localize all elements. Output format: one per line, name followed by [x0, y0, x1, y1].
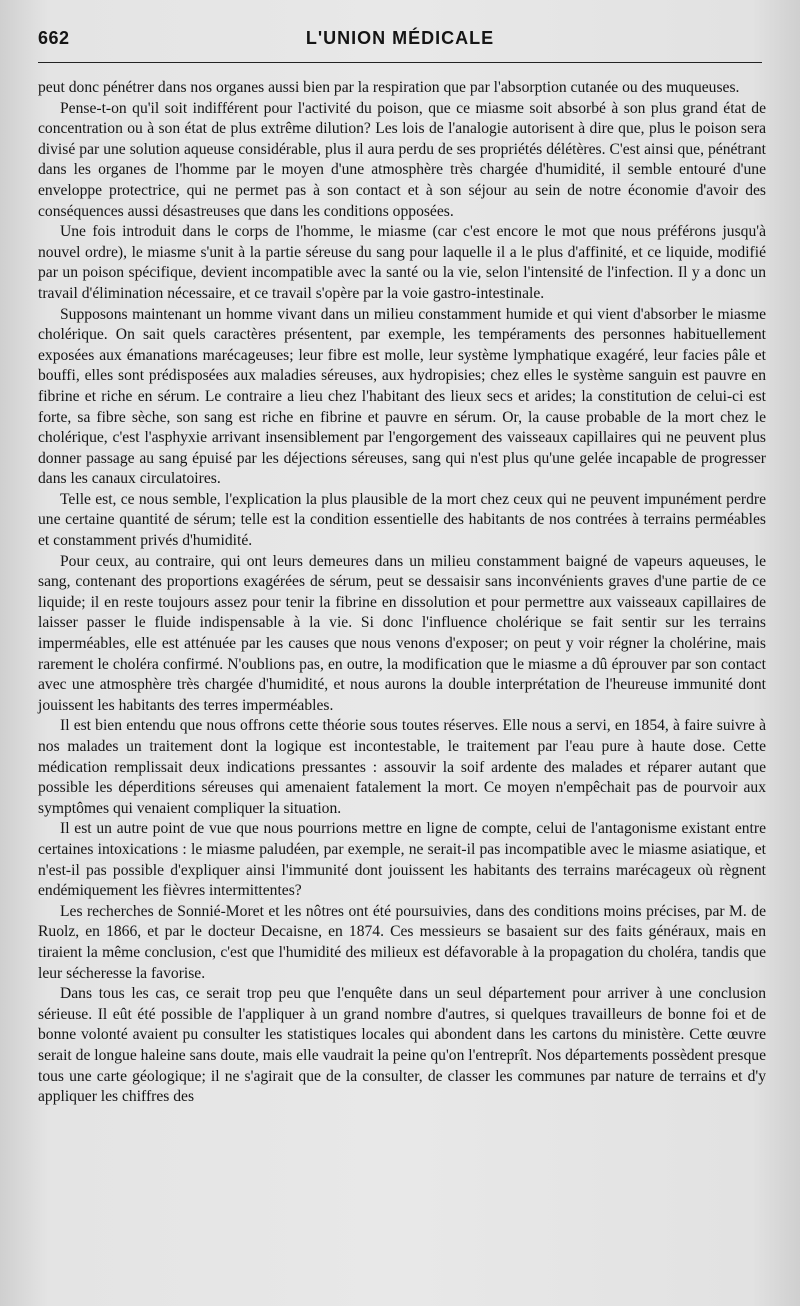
paragraph: Il est bien entendu que nous offrons cette théorie sous toutes réserves. Elle nous a servi, en 1854, à faire suivre à nos malades un traitement dont la logique est incontestable, le traitement par l'eau pure à haute dose. Cette médication remplissait deux indications pressantes : assouvir la soif ardente des malades et réparer autant que possible les déperditions séreuses qui amenaient fatalement la mort. Ce moyen n'empêchait pas de pourvoir aux symptômes qui venaient compliquer la situation. [38, 717, 766, 817]
page-number: 662 [38, 28, 70, 48]
paragraph: Pense-t-on qu'il soit indifférent pour l'activité du poison, que ce miasme soit absorbé à son plus grand état de concentration ou à son état de plus extrême dilution? Les lois de l'analogie autorisent à dire que, plus le poison sera divisé par une solution aqueuse considérable, plus il aura perdu de ses propriétés délétères. C'est ainsi que, pénétrant dans les organes de l'homme par le moyen d'une atmosphère très chargée d'humidité, il semble entouré d'une enveloppe protectrice, qui ne permet pas à son contact et à son séjour au sein de notre économie d'avoir des conséquences aussi désastreuses que dans les conditions opposées. [38, 99, 766, 220]
running-title: L'UNION MÉDICALE [305, 28, 495, 48]
paragraph: Dans tous les cas, ce serait trop peu que l'enquête dans un seul département pour arriver à une conclusion sérieuse. Il eût été possible de l'appliquer à un grand nombre d'autres, si quelques travailleurs de bonne foi et de bonne volonté avaient pu consulter les statistiques locales qui abondent dans les cartons du ministère. Cette œuvre serait de longue haleine sans doute, mais elle vaudrait la peine qu'on l'entreprît. Nos départements possèdent presque tous une carte géologique; il ne s'agirait que de la consulter, de classer les communes par nature de terrains et d'y appliquer les chiffres des [38, 985, 766, 1106]
paragraph: Pour ceux, au contraire, qui ont leurs demeures dans un milieu constamment baigné de vapeurs aqueuses, le sang, contenant des proportions exagérées de sérum, peut se dessaisir sans inconvénients graves d'une partie de ce liquide; il en reste toujours assez pour tenir la fibrine en dissolution et pour permettre aux vaisseaux capillaires de laisser passer le fluide indispensable à la vie. Si donc l'influence cholérique se fait sentir sur les terrains imperméables, elle est atténuée par les causes que nous venons d'exposer; on peut y voir régner la cholérine, mais rarement le choléra confirmé. N'oublions pas, en outre, la modification que le miasme a dû éprouver par son contact avec une atmosphère très chargée d'humidité, et nous aurons la double interprétation de l'heureuse immunité dont jouissent les habitants des terres imperméables. [38, 552, 766, 714]
paragraph: Supposons maintenant un homme vivant dans un milieu constamment humide et qui vient d'absorber le miasme cholérique. On sait quels caractères présentent, par exemple, les tempéraments des personnes habituellement exposées aux émanations marécageuses; leur fibre est molle, leur système lymphatique exagéré, leur facies pâle et bouffi, elles sont prédisposées aux maladies séreuses, aux hydropisies; chez elles le système sanguin est pauvre en fibrine et riche en sérum. Le contraire a lieu chez l'habitant des lieux secs et arides; la constitution de celui-ci est forte, sa fibre sèche, son sang est riche en fibrine et pauvre en sérum. Or, la cause probable de la mort chez le cholérique, c'est l'asphyxie arrivant insensiblement par l'engorgement des vaisseaux capillaires qui ne peuvent plus donner passage au sang épuisé par les déjections séreuses, sang qui n'est plus qu'une gelée incapable de progresser dans les canaux circulatoires. [38, 305, 766, 488]
paragraph: Les recherches de Sonnié-Moret et les nôtres ont été poursuivies, dans des conditions moins précises, par M. de Ruolz, en 1866, et par le docteur Decaisne, en 1874. Ces messieurs se basaient sur des faits généraux, mais en tiraient la même conclusion, c'est que l'humidité des milieux est défavorable à la propagation du choléra, tandis que leur sécheresse la favorise. [38, 902, 766, 982]
paragraph: peut donc pénétrer dans nos organes aussi bien par la respiration que par l'absorption cutanée ou des muqueuses. [38, 79, 740, 96]
paragraph: Telle est, ce nous semble, l'explication la plus plausible de la mort chez ceux qui ne peuvent impunément perdre une certaine quantité de sérum; telle est la condition essentielle des habitants de nos contrées à terrains perméables et constamment privés d'humidité. [38, 490, 766, 550]
paragraph: Une fois introduit dans le corps de l'homme, le miasme (car c'est encore le mot que nous préférons jusqu'à nouvel ordre), le miasme s'unit à la partie séreuse du sang pour laquelle il a le plus d'affinité, et ce liquide, modifié par un poison spécifique, devient incompatible avec la santé ou la vie, selon l'intensité de l'infection. Il y a donc un travail d'élimination nécessaire, et ce travail s'opère par la voie gastro-intestinale. [38, 223, 766, 302]
body-text [38, 78, 766, 1108]
paragraph: Il est un autre point de vue que nous pourrions mettre en ligne de compte, celui de l'antagonisme existant entre certaines intoxications : le miasme paludéen, par exemple, ne serait-il pas incompatible avec le miasme asiatique, et n'est-il pas possible d'expliquer ainsi l'immunité dont jouissent les habitants des terrains marécageux où règnent endémiquement les fièvres intermittentes? [38, 820, 766, 900]
page-header [38, 28, 762, 63]
